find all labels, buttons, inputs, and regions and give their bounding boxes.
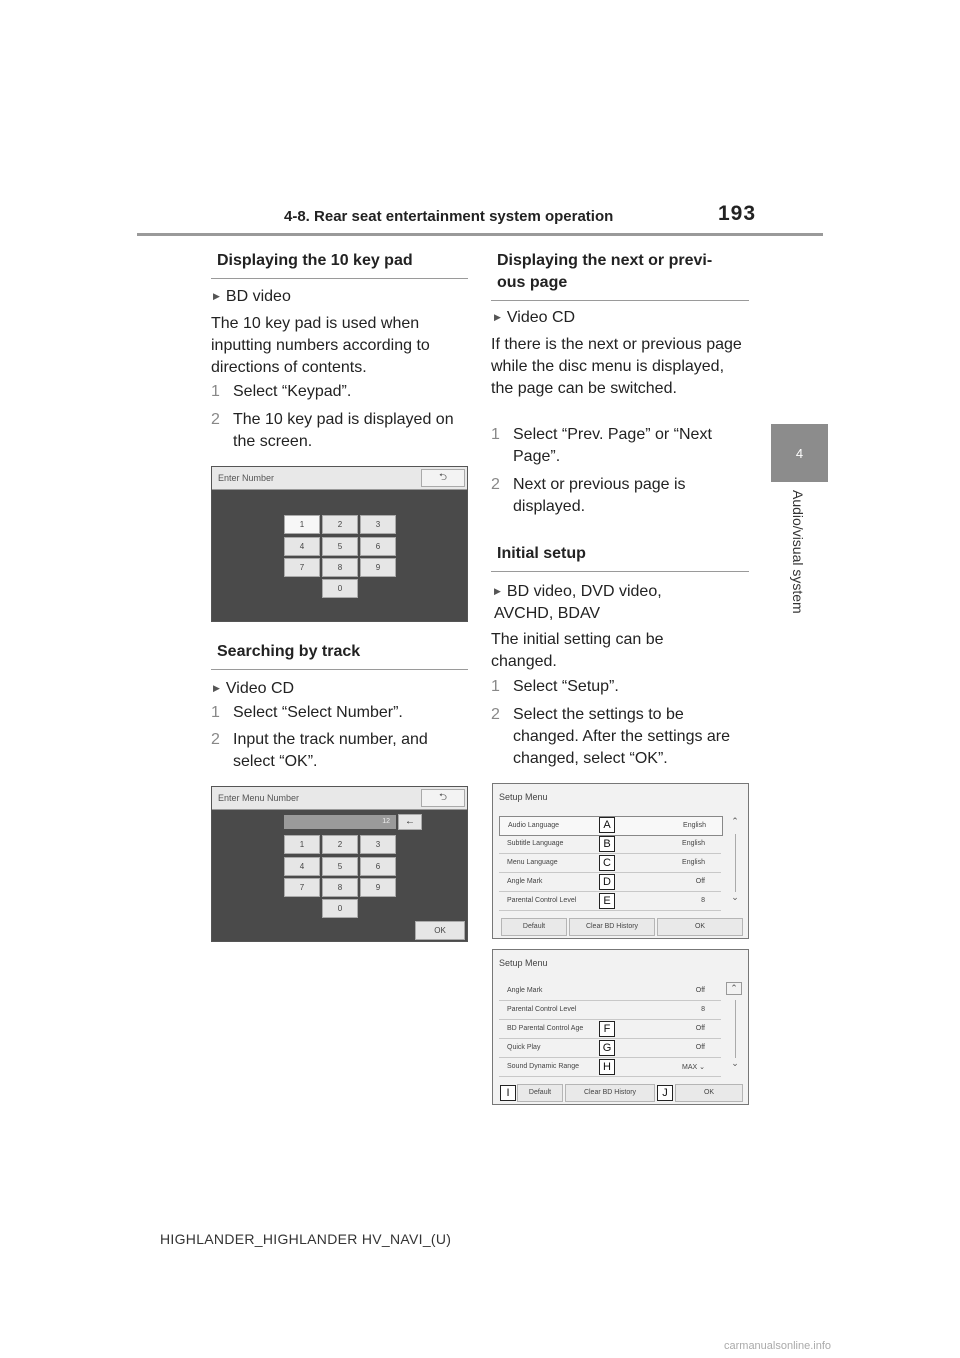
paragraph-initial-setup: The initial setting can be changed. — [491, 631, 664, 670]
callout-j: J — [657, 1085, 673, 1101]
enter-menu-number-screen — [211, 786, 468, 942]
step-1: 1 Select “Keypad”. — [211, 383, 352, 400]
ok-button[interactable]: OK — [415, 921, 465, 940]
heading-searching-by-track: Searching by track — [211, 641, 468, 670]
chapter-tab: 4 — [771, 424, 828, 482]
key-4[interactable]: 4 — [284, 857, 320, 876]
key-3[interactable]: 3 — [360, 515, 396, 534]
key-0[interactable]: 0 — [322, 579, 358, 598]
callout-g: G — [599, 1040, 615, 1056]
default-button[interactable]: Default — [501, 918, 567, 936]
setup-menu-screen-1 — [492, 783, 749, 939]
step-1: 1 Select “Setup”. — [491, 678, 619, 695]
scroll-up-icon[interactable]: ⌃ — [726, 982, 742, 995]
default-button[interactable]: Default — [517, 1084, 563, 1102]
key-5[interactable]: 5 — [322, 857, 358, 876]
paragraph-10-key-pad: The 10 key pad is used when inputting numbers according to directions of contents. — [211, 315, 430, 376]
step-2: 2 Input the track number, and select “OK”. — [211, 731, 428, 770]
setting-row-angle-mark[interactable]: Angle Mark Off — [499, 982, 721, 1001]
clear-bd-history-button[interactable]: Clear BD History — [569, 918, 655, 936]
key-6[interactable]: 6 — [360, 857, 396, 876]
screen-title: Setup Menu — [499, 792, 548, 802]
step-2: 2 Next or previous page is displayed. — [491, 476, 686, 515]
chapter-label: Audio/visual system — [790, 490, 806, 614]
setting-row-bd-parental-control-age[interactable]: BD Parental Control Age Off — [499, 1020, 721, 1039]
bullet-bd-dvd-avchd: ▶ BD video, DVD video, AVCHD, BDAV — [494, 580, 694, 625]
key-1[interactable]: 1 — [284, 835, 320, 854]
scroll-up-icon[interactable]: ⌃ — [731, 816, 739, 826]
step-1: 1 Select “Select Number”. — [211, 704, 403, 721]
key-9[interactable]: 9 — [360, 878, 396, 897]
callout-i: I — [500, 1085, 516, 1101]
ok-button[interactable]: OK — [675, 1084, 743, 1102]
heading-initial-setup: Initial setup — [491, 543, 749, 572]
key-8[interactable]: 8 — [322, 878, 358, 897]
key-3[interactable]: 3 — [360, 835, 396, 854]
key-7[interactable]: 7 — [284, 558, 320, 577]
bullet-video-cd: ▶ Video CD — [213, 677, 294, 700]
callout-d: D — [599, 874, 615, 890]
heading-next-previous-page: Displaying the next or previ- ous page — [491, 250, 749, 301]
step-2: 2 Select the settings to be changed. After the settings are changed, select “OK”. — [491, 706, 731, 767]
callout-a: A — [599, 817, 615, 833]
screen-title: Enter Menu Number — [218, 793, 300, 803]
scroll-down-icon[interactable]: ⌄ — [731, 1058, 739, 1068]
callout-h: H — [599, 1059, 615, 1075]
clear-bd-history-button[interactable]: Clear BD History — [565, 1084, 655, 1102]
page-number: 193 — [718, 202, 757, 225]
callout-f: F — [599, 1021, 615, 1037]
footer-model: HIGHLANDER_HIGHLANDER HV_NAVI_(U) — [160, 1231, 452, 1247]
callout-e: E — [599, 893, 615, 909]
paragraph-next-page: If there is the next or previous page while the disc menu is displayed, the page can be switched. — [491, 336, 742, 397]
key-1[interactable]: 1 — [284, 515, 320, 534]
back-button[interactable]: ⮌ — [421, 789, 465, 807]
setting-row-audio-language[interactable]: Audio Language English — [499, 816, 723, 836]
key-0[interactable]: 0 — [322, 899, 358, 918]
step-2: 2 The 10 key pad is displayed on the screen. — [211, 411, 454, 450]
ok-button[interactable]: OK — [657, 918, 743, 936]
callout-b: B — [599, 836, 615, 852]
setting-row-sound-dynamic-range[interactable]: Sound Dynamic Range MAX ⌄ — [499, 1058, 721, 1077]
setting-row-parental-control-level[interactable]: Parental Control Level 8 — [499, 892, 721, 911]
key-7[interactable]: 7 — [284, 878, 320, 897]
number-entry-field[interactable]: 12 — [284, 815, 396, 829]
key-4[interactable]: 4 — [284, 537, 320, 556]
key-2[interactable]: 2 — [322, 515, 358, 534]
screen-title: Enter Number — [218, 473, 275, 483]
back-button[interactable]: ⮌ — [421, 469, 465, 487]
key-6[interactable]: 6 — [360, 537, 396, 556]
section-title: 4-8. Rear seat entertainment system operation — [284, 208, 614, 225]
screen-title: Setup Menu — [499, 958, 548, 968]
enter-number-screen — [211, 466, 468, 622]
key-2[interactable]: 2 — [322, 835, 358, 854]
key-9[interactable]: 9 — [360, 558, 396, 577]
scrollbar[interactable] — [735, 1000, 736, 1058]
watermark: carmanualsonline.info — [724, 1340, 832, 1352]
scrollbar[interactable] — [735, 834, 736, 892]
heading-10-key-pad: Displaying the 10 key pad — [211, 250, 468, 279]
setting-row-quick-play[interactable]: Quick Play Off — [499, 1039, 721, 1058]
header-rule — [137, 233, 823, 236]
step-1: 1 Select “Prev. Page” or “Next Page”. — [491, 426, 712, 465]
bullet-bd-video: ▶ BD video — [213, 285, 291, 308]
setting-row-menu-language[interactable]: Menu Language English — [499, 854, 721, 873]
key-8[interactable]: 8 — [322, 558, 358, 577]
delete-arrow-icon[interactable]: ← — [398, 814, 422, 830]
scroll-down-icon[interactable]: ⌄ — [731, 892, 739, 902]
setting-row-subtitle-language[interactable]: Subtitle Language English — [499, 835, 721, 854]
setting-row-parental-control-level[interactable]: Parental Control Level 8 — [499, 1001, 721, 1020]
callout-c: C — [599, 855, 615, 871]
key-5[interactable]: 5 — [322, 537, 358, 556]
setting-row-angle-mark[interactable]: Angle Mark Off — [499, 873, 721, 892]
bullet-video-cd: ▶ Video CD — [494, 306, 575, 329]
setup-menu-screen-2 — [492, 949, 749, 1105]
